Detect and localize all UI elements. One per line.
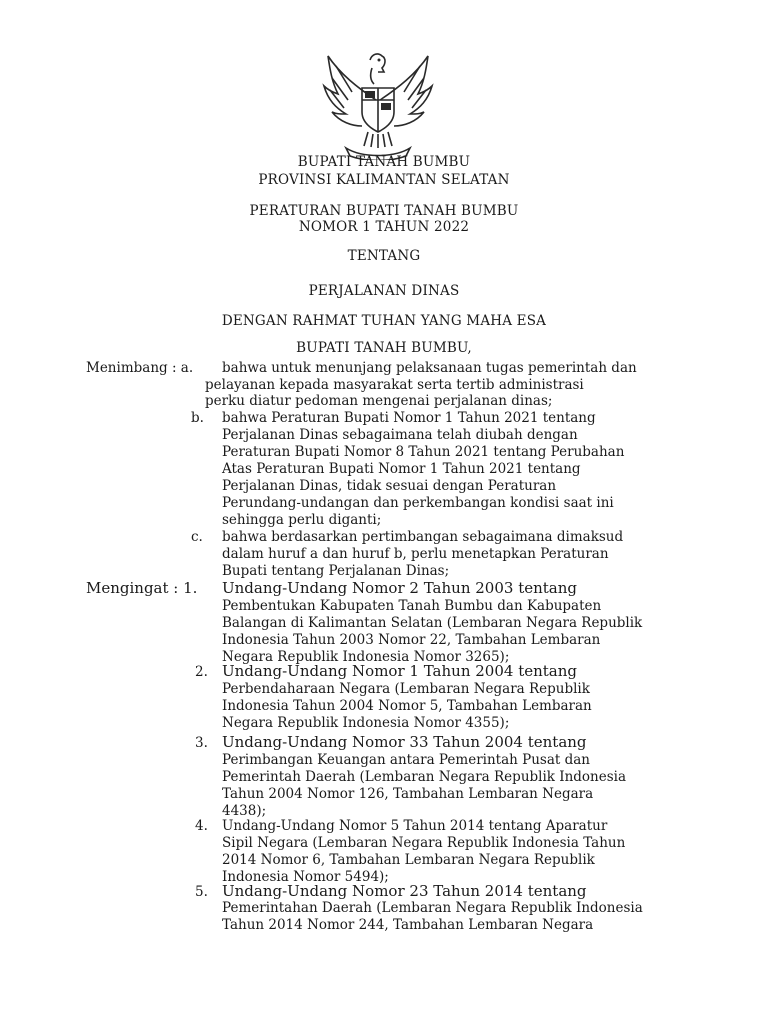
basis-5-line: Tahun 2014 Nomor 244, Tambahan Lembaran Negara xyxy=(222,917,594,933)
consideration-c-line: Bupati tentang Perjalanan Dinas; xyxy=(222,563,450,579)
consideration-c-line: bahwa berdasarkan pertimbangan sebagaimana dimaksud xyxy=(222,529,624,545)
consideration-b-line: bahwa Peraturan Bupati Nomor 1 Tahun 2021 tentang xyxy=(222,410,596,426)
basis-1-line: Indonesia Tahun 2003 Nomor 22, Tambahan Lembaran xyxy=(222,632,601,648)
consideration-a-line: perku diatur pedoman mengenai perjalanan dinas; xyxy=(205,393,553,409)
consideration-c-line: dalam huruf a dan huruf b, perlu menetapkan Peraturan xyxy=(222,546,609,562)
mengingat-label: Mengingat : 1. xyxy=(86,579,198,597)
basis-4-line: Indonesia Nomor 5494); xyxy=(222,869,389,885)
tentang-label: TENTANG xyxy=(347,248,421,264)
basis-3-line: 4438); xyxy=(222,803,267,819)
consideration-c-marker: c. xyxy=(191,529,203,545)
menimbang-label: Menimbang : a. xyxy=(86,360,194,376)
consideration-b-line: sehingga perlu diganti; xyxy=(222,512,382,528)
consideration-a-line: pelayanan kepada masyarakat serta tertib administrasi xyxy=(205,377,584,393)
basis-2-marker: 2. xyxy=(195,664,208,680)
regent-title: BUPATI TANAH BUMBU xyxy=(297,154,471,170)
regulation-subject: PERJALANAN DINAS xyxy=(308,283,460,299)
garuda-emblem-icon xyxy=(318,48,438,160)
basis-1-line: Balangan di Kalimantan Selatan (Lembaran Negara Republik xyxy=(222,615,643,631)
basis-1-line: Undang-Undang Nomor 2 Tahun 2003 tentang xyxy=(222,579,577,597)
basis-3-line: Tahun 2004 Nomor 126, Tambahan Lembaran Negara xyxy=(222,786,594,802)
basis-1-line: Pembentukan Kabupaten Tanah Bumbu dan Kabupaten xyxy=(222,598,602,614)
consideration-b-line: Perjalanan Dinas, tidak sesuai dengan Peraturan xyxy=(222,478,557,494)
basis-3-line: Undang-Undang Nomor 33 Tahun 2004 tentang xyxy=(222,733,587,751)
consideration-b-line: Perundang-undangan dan perkembangan kondisi saat ini xyxy=(222,495,614,511)
basis-4-line: Sipil Negara (Lembaran Negara Republik Indonesia Tahun xyxy=(222,835,626,851)
regulation-number: NOMOR 1 TAHUN 2022 xyxy=(298,219,470,235)
basis-4-line: 2014 Nomor 6, Tambahan Lembaran Negara Republik xyxy=(222,852,595,868)
basis-3-marker: 3. xyxy=(195,735,208,751)
basis-3-line: Perimbangan Keuangan antara Pemerintah Pusat dan xyxy=(222,752,590,768)
basis-4-line: Undang-Undang Nomor 5 Tahun 2014 tentang Aparatur xyxy=(222,818,608,834)
consideration-b-line: Perjalanan Dinas sebagaimana telah diubah dengan xyxy=(222,427,578,443)
basis-2-line: Negara Republik Indonesia Nomor 4355); xyxy=(222,715,510,731)
basis-5-marker: 5. xyxy=(195,884,208,900)
consideration-b-line: Atas Peraturan Bupati Nomor 1 Tahun 2021 tentang xyxy=(222,461,581,477)
basis-2-line: Undang-Undang Nomor 1 Tahun 2004 tentang xyxy=(222,662,577,680)
basis-3-line: Pemerintah Daerah (Lembaran Negara Republik Indonesia xyxy=(222,769,627,785)
basis-5-line: Pemerintahan Daerah (Lembaran Negara Republik Indonesia xyxy=(222,900,643,916)
province-title: PROVINSI KALIMANTAN SELATAN xyxy=(258,172,510,188)
regent-heading: BUPATI TANAH BUMBU, xyxy=(296,340,472,356)
basis-5-line: Undang-Undang Nomor 23 Tahun 2014 tentang xyxy=(222,882,587,900)
invocation-text: DENGAN RAHMAT TUHAN YANG MAHA ESA xyxy=(221,313,547,329)
basis-2-line: Perbendaharaan Negara (Lembaran Negara Republik xyxy=(222,681,590,697)
consideration-a-line: bahwa untuk menunjang pelaksanaan tugas pemerintah dan xyxy=(222,360,637,376)
basis-4-marker: 4. xyxy=(195,818,208,834)
consideration-b-marker: b. xyxy=(191,410,204,426)
consideration-b-line: Peraturan Bupati Nomor 8 Tahun 2021 tentang Perubahan xyxy=(222,444,625,460)
regulation-title: PERATURAN BUPATI TANAH BUMBU xyxy=(249,203,519,219)
basis-2-line: Indonesia Tahun 2004 Nomor 5, Tambahan Lembaran xyxy=(222,698,592,714)
basis-1-line: Negara Republik Indonesia Nomor 3265); xyxy=(222,649,510,665)
